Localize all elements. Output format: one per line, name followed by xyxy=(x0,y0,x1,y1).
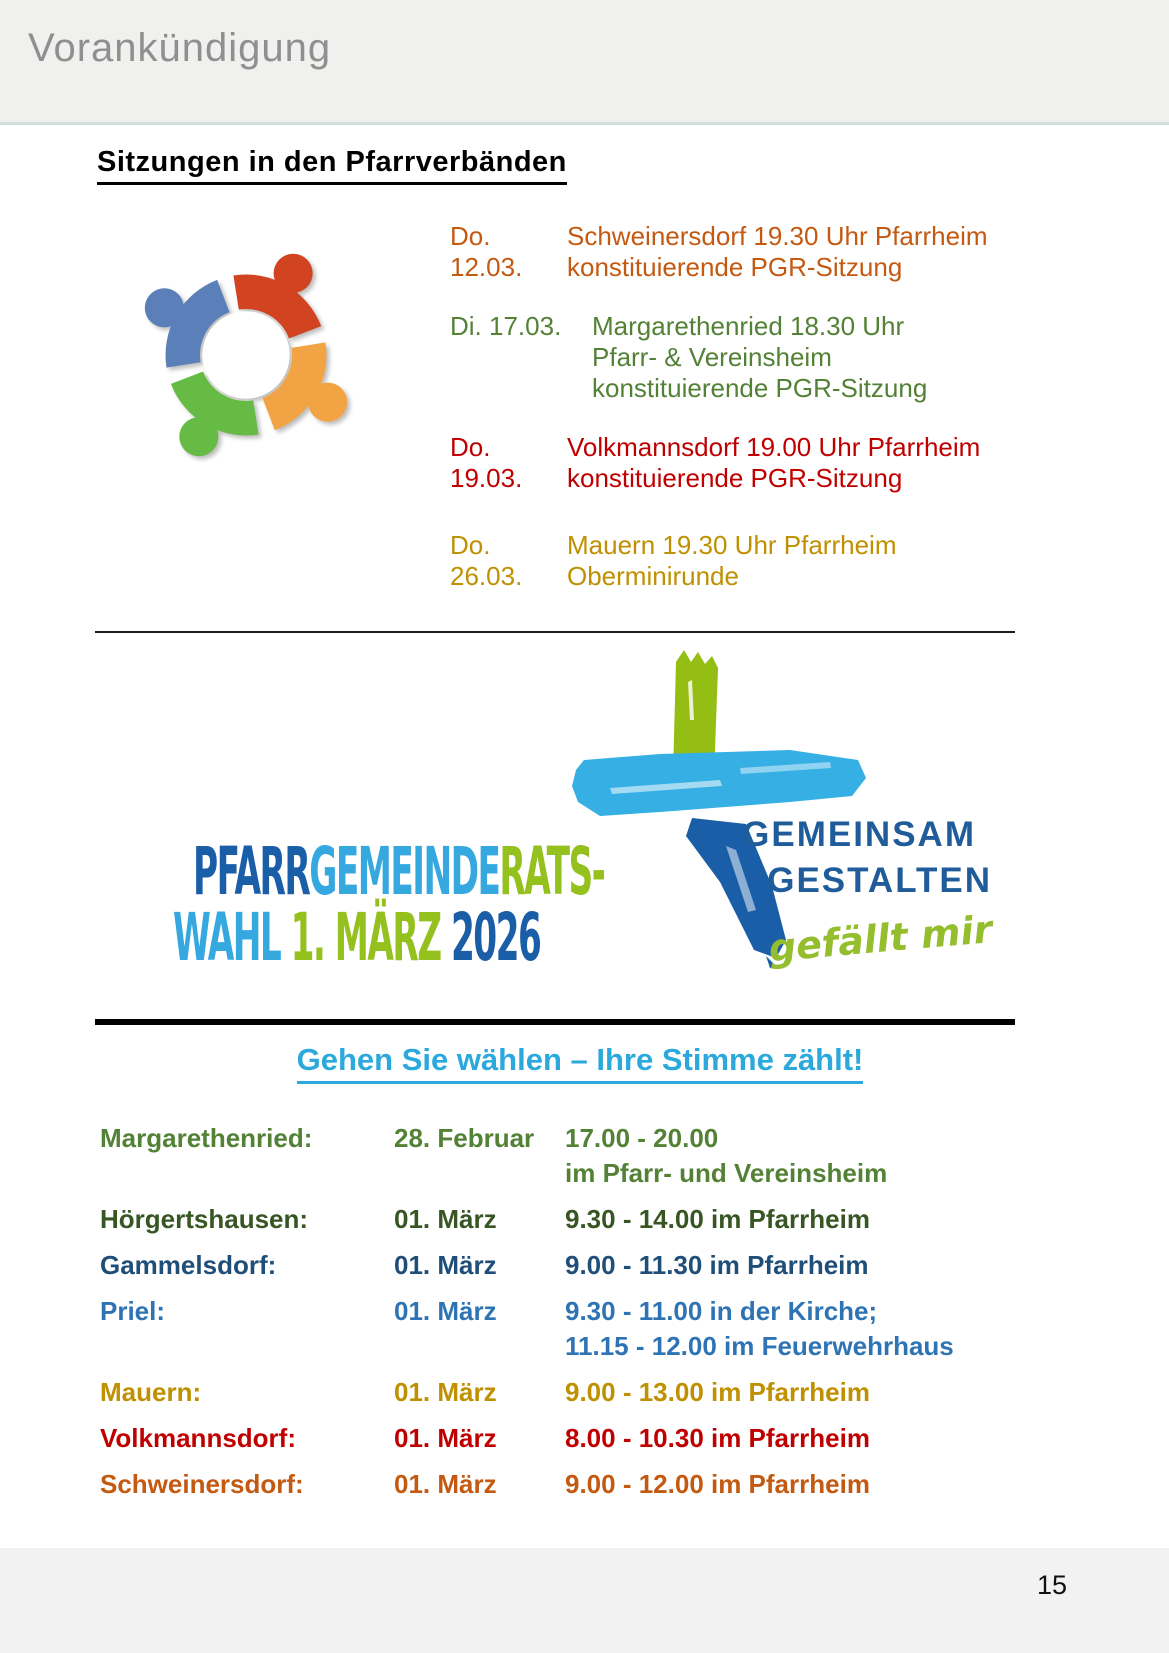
polling-date: 01. März xyxy=(394,1296,497,1326)
polling-place: Margarethenried: xyxy=(100,1123,313,1153)
meetings-list xyxy=(450,221,1050,620)
polling-row xyxy=(100,1421,1060,1456)
wahl-word-segment: GEMEINDE xyxy=(309,833,500,910)
polling-row xyxy=(100,1294,1060,1364)
wahl-word-segment: 1. MÄRZ xyxy=(290,899,451,976)
slogan-line2: GESTALTEN xyxy=(767,861,992,900)
polling-time xyxy=(565,1467,1060,1502)
meeting-date: Do. 12.03. xyxy=(450,221,523,282)
wahl-wordmark-line2 xyxy=(173,899,541,976)
polling-time-line: 9.30 - 11.00 in der Kirche; xyxy=(565,1296,878,1326)
slogan-block xyxy=(690,812,994,971)
meeting-date: Do. 19.03. xyxy=(450,432,523,493)
polling-time-line: 17.00 - 20.00 xyxy=(565,1123,719,1153)
polling-time xyxy=(565,1202,1060,1237)
page-footer xyxy=(0,1548,1169,1653)
meeting-date: Do. 26.03. xyxy=(450,530,523,591)
meeting-line: konstituierende PGR-Sitzung xyxy=(567,463,903,493)
meeting-line: Pfarr- & Vereinsheim xyxy=(592,342,832,372)
polling-row xyxy=(100,1375,1060,1410)
wahl-word-segment: PFARR xyxy=(193,833,310,910)
polling-time-line: 9.00 - 11.30 im Pfarrheim xyxy=(565,1250,869,1280)
polling-date: 01. März xyxy=(394,1377,497,1407)
polling-time-line: 11.15 - 12.00 im Feuerwehrhaus xyxy=(565,1331,954,1361)
polling-time xyxy=(565,1375,1060,1410)
wahl-wordmark-line1 xyxy=(193,833,605,910)
wahl-word-segment: RATS- xyxy=(499,833,605,910)
people-circle-icon xyxy=(126,240,366,470)
polling-date: 28. Februar xyxy=(394,1123,535,1153)
polling-time-line: 9.30 - 14.00 im Pfarrheim xyxy=(565,1204,870,1234)
meeting-entry xyxy=(450,530,1050,592)
polling-time-line: 9.00 - 13.00 im Pfarrheim xyxy=(565,1377,870,1407)
meeting-lines xyxy=(567,530,896,592)
meeting-line: Schweinersdorf 19.30 Uhr Pfarrheim xyxy=(567,221,988,251)
polling-place: Volkmannsdorf: xyxy=(100,1423,296,1453)
meeting-entry xyxy=(450,221,1050,283)
page-header xyxy=(0,0,1169,125)
polling-time xyxy=(565,1294,1060,1364)
polling-date: 01. März xyxy=(394,1204,497,1234)
polling-time xyxy=(565,1421,1060,1456)
polling-place: Hörgertshausen: xyxy=(100,1204,309,1234)
polling-table xyxy=(100,1121,1060,1513)
meeting-line: Volkmannsdorf 19.00 Uhr Pfarrheim xyxy=(567,432,981,462)
polling-place: Mauern: xyxy=(100,1377,202,1407)
wahl-word-segment: 2026 xyxy=(450,899,541,976)
meeting-line: Mauern 19.30 Uhr Pfarrheim xyxy=(567,530,897,560)
polling-time xyxy=(565,1121,1060,1191)
meeting-date: Di. 17.03. xyxy=(450,311,562,341)
meeting-entry xyxy=(450,432,1050,494)
slogan-script: gefällt mir xyxy=(766,907,994,971)
polling-row xyxy=(100,1248,1060,1283)
vote-heading-text: Gehen Sie wählen – Ihre Stimme zählt! xyxy=(297,1042,864,1084)
polling-date: 01. März xyxy=(394,1423,497,1453)
wahl-word-segment: WAHL xyxy=(173,899,291,976)
slogan-line1: GEMEINSAM xyxy=(742,815,976,854)
section-title: Sitzungen in den Pfarrverbänden xyxy=(97,146,567,185)
meeting-line: Margarethenried 18.30 Uhr xyxy=(592,311,905,341)
polling-time-line: im Pfarr- und Vereinsheim xyxy=(565,1158,888,1188)
meeting-line: konstituierende PGR-Sitzung xyxy=(567,252,903,282)
polling-time-line: 9.00 - 12.00 im Pfarrheim xyxy=(565,1469,870,1499)
polling-row xyxy=(100,1121,1060,1191)
meeting-lines xyxy=(567,432,980,494)
vote-heading xyxy=(95,1042,1065,1078)
meeting-line: Oberminirunde xyxy=(567,561,739,591)
meeting-line: konstituierende PGR-Sitzung xyxy=(592,373,928,403)
polling-place: Schweinersdorf: xyxy=(100,1469,304,1499)
page-number: 15 xyxy=(1036,1570,1067,1600)
polling-place: Priel: xyxy=(100,1296,166,1326)
polling-place: Gammelsdorf: xyxy=(100,1250,277,1280)
meeting-entry xyxy=(450,311,1050,404)
meeting-lines xyxy=(592,311,927,404)
page-header-title: Vorankündigung xyxy=(28,26,332,70)
polling-row xyxy=(100,1467,1060,1502)
polling-row xyxy=(100,1202,1060,1237)
polling-date: 01. März xyxy=(394,1250,497,1280)
meeting-lines xyxy=(567,221,988,283)
polling-time-line: 8.00 - 10.30 im Pfarrheim xyxy=(565,1423,870,1453)
divider-thick xyxy=(95,1019,1015,1025)
polling-time xyxy=(565,1248,1060,1283)
polling-date: 01. März xyxy=(394,1469,497,1499)
